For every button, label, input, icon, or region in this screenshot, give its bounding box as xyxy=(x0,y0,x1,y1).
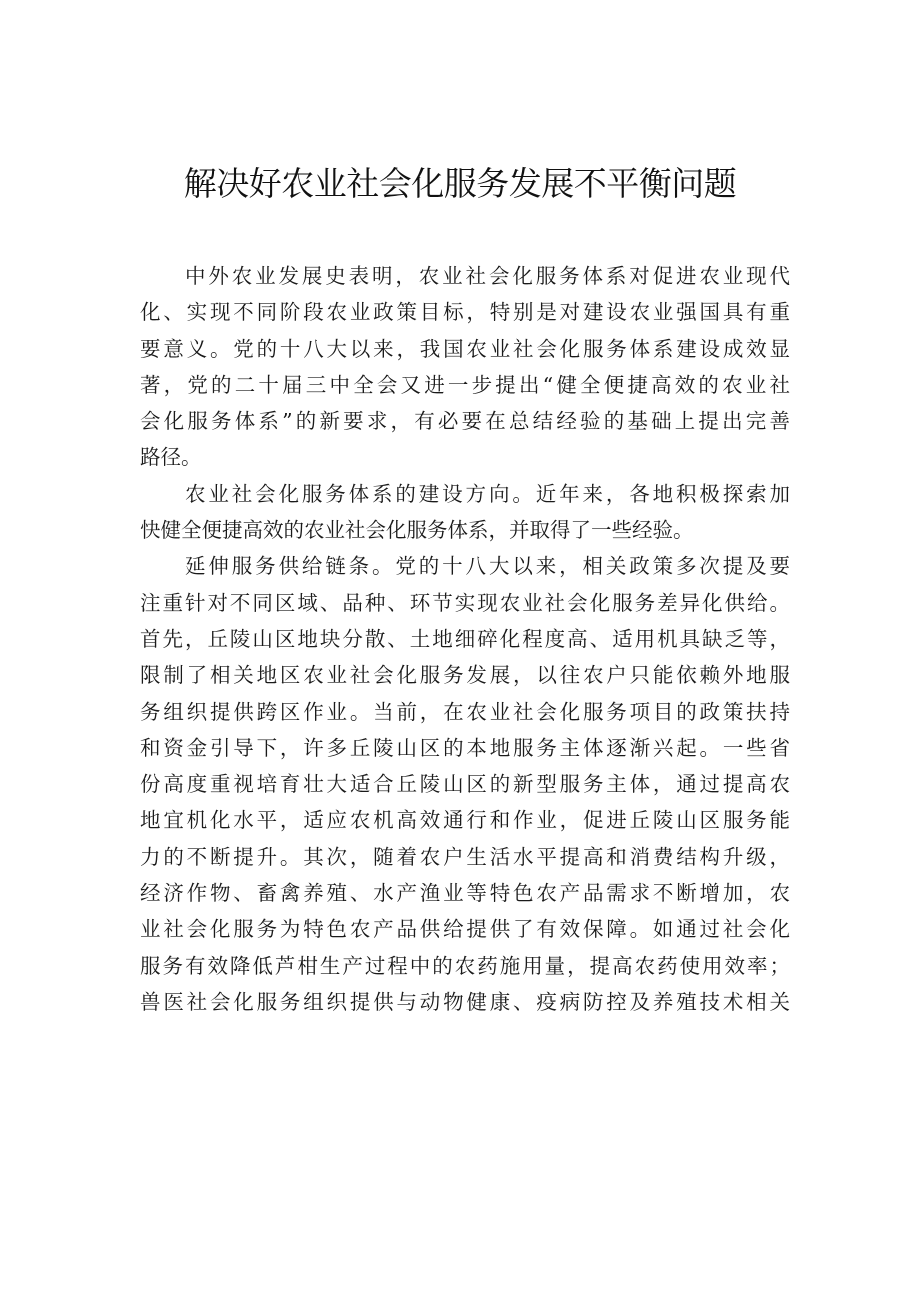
paragraph-line: 路径。 xyxy=(140,445,202,470)
paragraph-line: 业社会化服务为特色农产品供给提供了有效保障。如通过社会化 xyxy=(140,917,790,942)
paragraph-line: 著，党的二十届三中全会又进一步提出“健全便捷高效的农业社 xyxy=(140,372,790,397)
paragraph-line: 地宜机化水平，适应农机高效通行和作业，促进丘陵山区服务能 xyxy=(140,808,790,833)
paragraph-line: 农业社会化服务体系的建设方向。近年来，各地积极探索加 xyxy=(185,481,790,506)
paragraph-line: 经济作物、畜禽养殖、水产渔业等特色农产品需求不断增加，农 xyxy=(140,881,790,906)
paragraph-line: 服务有效降低芦柑生产过程中的农药施用量，提高农药使用效率； xyxy=(140,953,790,978)
paragraph-line: 中外农业发展史表明，农业社会化服务体系对促进农业现代 xyxy=(185,264,790,288)
paragraph-line: 延伸服务供给链条。党的十八大以来，相关政策多次提及要 xyxy=(185,554,790,579)
paragraph-line: 份高度重视培育壮大适合丘陵山区的新型服务主体，通过提高农 xyxy=(140,772,790,797)
paragraph-line: 和资金引导下，许多丘陵山区的本地服务主体逐渐兴起。一些省 xyxy=(140,735,790,760)
paragraph-line: 快健全便捷高效的农业社会化服务体系，并取得了一些经验。 xyxy=(140,518,694,543)
paragraph-line: 要意义。党的十八大以来，我国农业社会化服务体系建设成效显 xyxy=(140,336,790,361)
paragraph-line: 兽医社会化服务组织提供与动物健康、疫病防控及养殖技术相关 xyxy=(140,989,790,1014)
paragraph-line: 首先，丘陵山区地块分散、土地细碎化程度高、适用机具缺乏等， xyxy=(140,626,790,651)
paragraph-line: 会化服务体系”的新要求，有必要在总结经验的基础上提出完善 xyxy=(140,409,790,434)
paragraph-line: 务组织提供跨区作业。当前，在农业社会化服务项目的政策扶持 xyxy=(140,699,790,724)
paragraph-line: 限制了相关地区农业社会化服务发展，以往农户只能依赖外地服 xyxy=(140,663,790,688)
document-title: 解决好农业社会化服务发展不平衡问题 xyxy=(183,164,737,203)
paragraph-line: 力的不断提升。其次，随着农户生活水平提高和消费结构升级， xyxy=(140,844,790,869)
paragraph-line: 化、实现不同阶段农业政策目标，特别是对建设农业强国具有重 xyxy=(140,300,790,325)
paragraph-line: 注重针对不同区域、品种、环节实现农业社会化服务差异化供给。 xyxy=(140,590,790,615)
document-body xyxy=(140,258,790,1020)
